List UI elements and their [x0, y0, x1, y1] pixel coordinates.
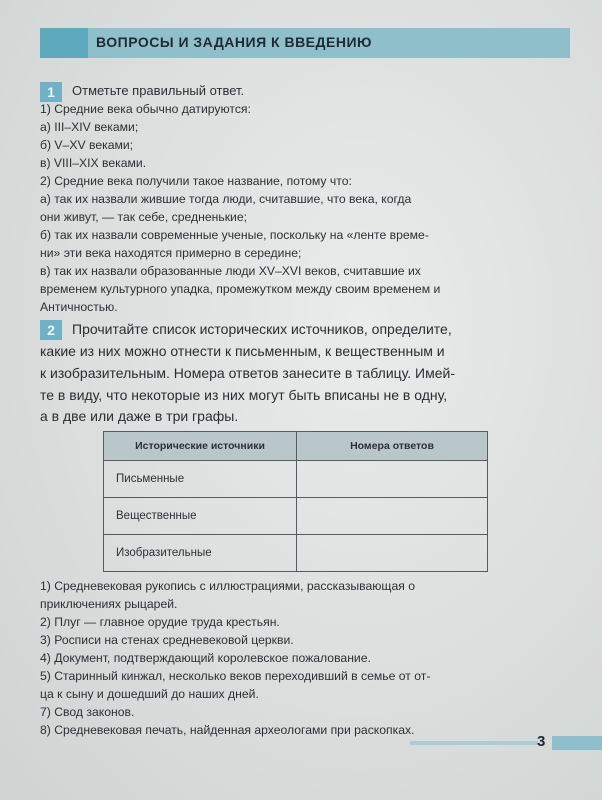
- table-header: Исторические источники: [104, 432, 297, 461]
- row-label: Изобразительные: [104, 535, 297, 572]
- answer-cell[interactable]: [297, 461, 488, 498]
- task-2-line: к изобразительным. Номера ответов занесите в таблицу. Имей-: [40, 365, 455, 381]
- footer-bar: [552, 736, 602, 750]
- footer-line: [410, 741, 538, 745]
- task-1-line: в) так их назвали образованные люди XV–XVI веков, считавшие их: [40, 264, 421, 278]
- task-1-line: 1) Средние века обычно датируются:: [40, 102, 251, 116]
- source-item: 3) Росписи на стенах средневековой церкви.: [40, 633, 294, 647]
- answer-cell[interactable]: [297, 498, 488, 535]
- header-tab: [40, 28, 88, 58]
- task-1-line: 2) Средние века получили такое название, потому что:: [40, 174, 352, 188]
- source-item: 5) Старинный кинжал, несколько веков переходивший в семье от от-: [40, 669, 431, 683]
- answer-cell[interactable]: [297, 535, 488, 572]
- task-1-heading: Отметьте правильный ответ.: [72, 83, 245, 98]
- task-1-line: ни» эти века находятся примерно в середине;: [40, 246, 302, 260]
- task-2-number: 2: [40, 320, 62, 340]
- task-1-line: а) так их назвали жившие тогда люди, считавшие, что века, когда: [40, 192, 412, 206]
- task-1-line: они живут, — так себе, средненькие;: [40, 210, 247, 224]
- task-1-line: в) VIII–XIX веками.: [40, 156, 147, 170]
- source-item: ца к сыну и дошедший до наших дней.: [40, 687, 259, 701]
- source-item: 2) Плуг — главное орудие труда крестьян.: [40, 615, 280, 629]
- sources-table: [103, 431, 488, 572]
- task-1-line: б) V–XV веками;: [40, 138, 134, 152]
- source-item: 7) Свод законов.: [40, 705, 135, 719]
- task-1-number: 1: [40, 82, 62, 102]
- source-item: 1) Средневековая рукопись с иллюстрациями, рассказывающая о: [40, 579, 416, 593]
- task-2-line: какие из них можно отнести к письменным, к вещественным и: [40, 343, 445, 359]
- row-label: Вещественные: [104, 498, 297, 535]
- task-1-line: а) III–XIV веками;: [40, 120, 139, 134]
- row-label: Письменные: [104, 461, 297, 498]
- section-title: ВОПРОСЫ И ЗАДАНИЯ К ВВЕДЕНИЮ: [96, 34, 372, 50]
- table-header: Номера ответов: [297, 432, 488, 461]
- source-item: приключениях рыцарей.: [40, 597, 178, 611]
- task-1-line: временем культурного упадка, промежутком между своим временем и: [40, 282, 441, 296]
- page-number: 3: [537, 733, 546, 750]
- task-2-line: а в две или даже в три графы.: [40, 408, 239, 424]
- table-row: [104, 498, 488, 535]
- table-row: [104, 535, 488, 572]
- table-row: [104, 461, 488, 498]
- task-2-line: Прочитайте список исторических источников, определите,: [72, 321, 452, 337]
- source-item: 4) Документ, подтверждающий королевское пожалование.: [40, 651, 371, 665]
- task-1-line: Античностью.: [40, 300, 118, 314]
- task-2-line: те в виду, что некоторые из них могут быть вписаны не в одну,: [40, 387, 448, 403]
- task-1-line: б) так их назвали современные ученые, поскольку на «ленте време-: [40, 228, 429, 242]
- source-item: 8) Средневековая печать, найденная археологами при раскопках.: [40, 723, 415, 737]
